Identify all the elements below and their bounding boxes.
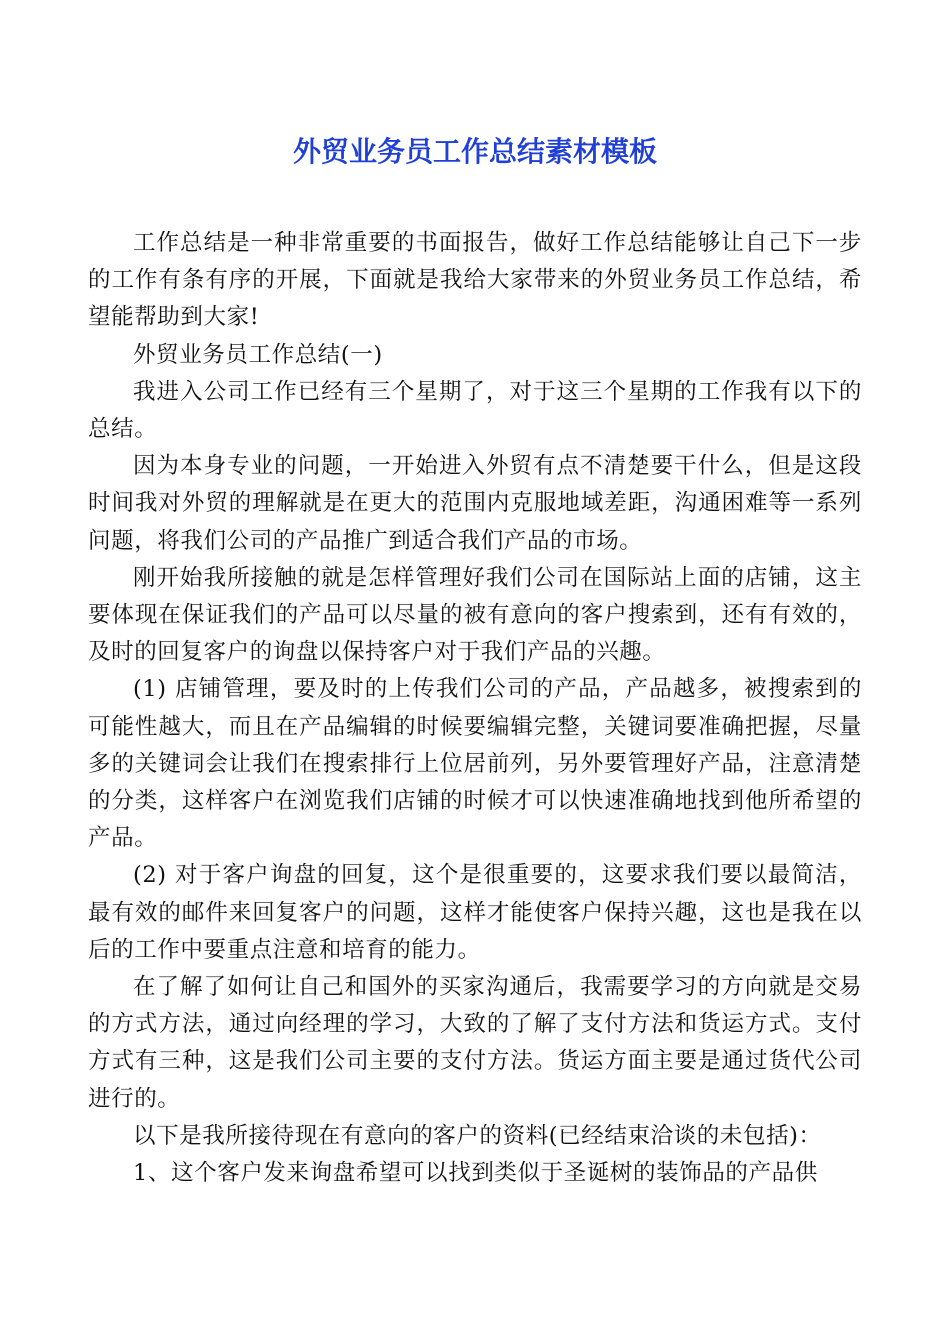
paragraph: (1) 店铺管理，要及时的上传我们公司的产品，产品越多，被搜索到的可能性越大，而且在产品编辑的时候要编辑完整，关键词要准确把握，尽量多的关键词会让我们在搜索排行上位居前列，另外要管理好产品，注意清楚的分类，这样客户在浏览我们店铺的时候才可以快速准确地找到他所希望的产品。 xyxy=(88,676,862,852)
section-heading: 外贸业务员工作总结(一) xyxy=(133,341,383,368)
document-title: 外贸业务员工作总结素材模板 xyxy=(292,135,657,168)
paragraph: 我进入公司工作已经有三个星期了，对于这三个星期的工作我有以下的总结。 xyxy=(88,378,862,443)
document-body xyxy=(88,225,862,1192)
paragraph: 因为本身专业的问题，一开始进入外贸有点不清楚要干什么，但是这段时间我对外贸的理解就是在更大的范围内克服地域差距，沟通困难等一系列问题，将我们公司的产品推广到适合我们产品的市场。 xyxy=(88,453,862,554)
paragraph: 在了解了如何让自己和国外的买家沟通后，我需要学习的方向就是交易的方式方法，通过向经理的学习，大致的了解了支付方法和货运方式。支付方式有三种，这是我们公司主要的支付方法。货运方面主要是通过货代公司进行的。 xyxy=(88,974,862,1112)
paragraph: 1、这个客户发来询盘希望可以找到类似于圣诞树的装饰品的产品供 xyxy=(133,1160,818,1187)
paragraph: 刚开始我所接触的就是怎样管理好我们公司在国际站上面的店铺，这主要体现在保证我们的产品可以尽量的被有意向的客户搜索到，还有有效的，及时的回复客户的询盘以保持客户对于我们产品的兴趣。 xyxy=(88,564,862,666)
paragraph: 以下是我所接待现在有意向的客户的资料(已经结束洽谈的未包括)： xyxy=(133,1122,822,1149)
paragraph: (2) 对于客户询盘的回复，这个是很重要的，这要求我们要以最简洁，最有效的邮件来回复客户的问题，这样才能使客户保持兴趣，这也是我在以后的工作中要重点注意和培育的能力。 xyxy=(88,862,862,963)
paragraph-intro: 工作总结是一种非常重要的书面报告，做好工作总结能够让自己下一步的工作有条有序的开展，下面就是我给大家带来的外贸业务员工作总结，希望能帮助到大家! xyxy=(88,230,862,331)
